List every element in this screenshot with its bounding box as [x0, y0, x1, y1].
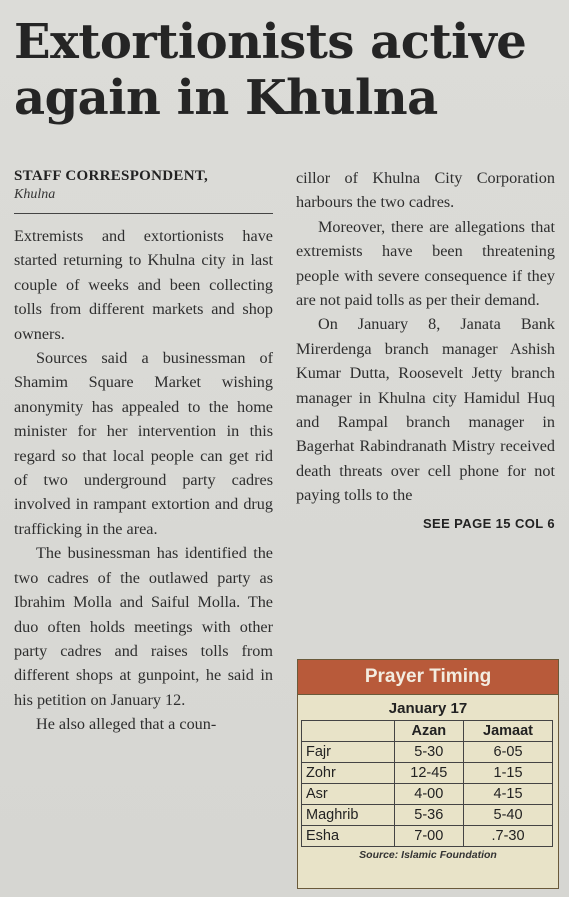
azan-time: 5-36: [394, 805, 463, 826]
prayer-timing-title: Prayer Timing: [298, 660, 558, 695]
paragraph: He also alleged that a coun-: [36, 715, 217, 734]
prayer-name: Maghrib: [302, 805, 395, 826]
byline-divider: [14, 213, 273, 214]
paragraph: On January 8, Janata Bank Mirerdenga branch manager Ashish Kumar Dutta, Roosevelt Jetty branch manager in Khulna city Hamidul Huq and Rampal branch manager in Bagerhat Rabindranath Mistry received death threats over cell phone for not paying tolls to the: [296, 315, 555, 505]
prayer-timing-source: Source: Islamic Foundation: [359, 849, 497, 861]
table-row: [302, 826, 553, 847]
azan-time: 12-45: [394, 763, 463, 784]
article-left-column: [14, 166, 273, 737]
azan-time: 5-30: [394, 742, 463, 763]
paragraph: Sources said a businessman of Shamim Square Market wishing anonymity has appealed to the home minister for her intervention in this regard so that local people can get rid of two underground party cadres involved in rampant extortion and drug trafficking in the area.: [14, 349, 273, 538]
article-right-column: [296, 166, 555, 536]
headline-line-2: again in Khulna: [14, 70, 438, 126]
jamaat-time: 5-40: [464, 805, 553, 826]
paragraph: Moreover, there are allegations that extremists have been threatening people with severe consequence if they are not paid tolls as per their demand.: [296, 217, 555, 310]
prayer-timing-date: January 17: [388, 700, 468, 717]
jamaat-time: 4-15: [464, 784, 553, 805]
paragraph: cillor of Khulna City Corporation harbours the two cadres.: [296, 169, 555, 212]
headline: [14, 14, 559, 126]
azan-time: 7-00: [394, 826, 463, 847]
jamaat-time: 6-05: [464, 742, 553, 763]
table-header-row: [302, 721, 553, 742]
jamaat-time: 1-15: [464, 763, 553, 784]
paragraph: The businessman has identified the two cadres of the outlawed party as Ibrahim Molla and Saiful Molla. The duo often holds meetings with other party cadres and raises tolls from different shops at gunpoint, he said in his petition on January 12.: [14, 544, 273, 709]
byline-name: STAFF CORRESPONDENT,: [14, 168, 209, 184]
table-row: [302, 763, 553, 784]
prayer-timing-table: [301, 720, 553, 847]
table-header-cell: Jamaat: [464, 721, 553, 742]
prayer-timing-box: [297, 659, 559, 889]
headline-line-1: Extortionists active: [14, 14, 527, 70]
table-row: [302, 784, 553, 805]
prayer-name: Fajr: [302, 742, 395, 763]
prayer-name: Asr: [302, 784, 395, 805]
table-header-cell: Azan: [394, 721, 463, 742]
prayer-name: Esha: [302, 826, 395, 847]
continuation-note: SEE PAGE 15 COL 6: [422, 515, 555, 531]
byline-place: Khulna: [14, 187, 56, 202]
table-header-cell: [302, 721, 395, 742]
table-row: [302, 805, 553, 826]
paragraph: Extremists and extortionists have started returning to Khulna city in last couple of weeks and been collecting tolls from different markets and shop owners.: [14, 227, 273, 343]
jamaat-time: .7-30: [464, 826, 553, 847]
table-row: [302, 742, 553, 763]
prayer-name: Zohr: [302, 763, 395, 784]
azan-time: 4-00: [394, 784, 463, 805]
